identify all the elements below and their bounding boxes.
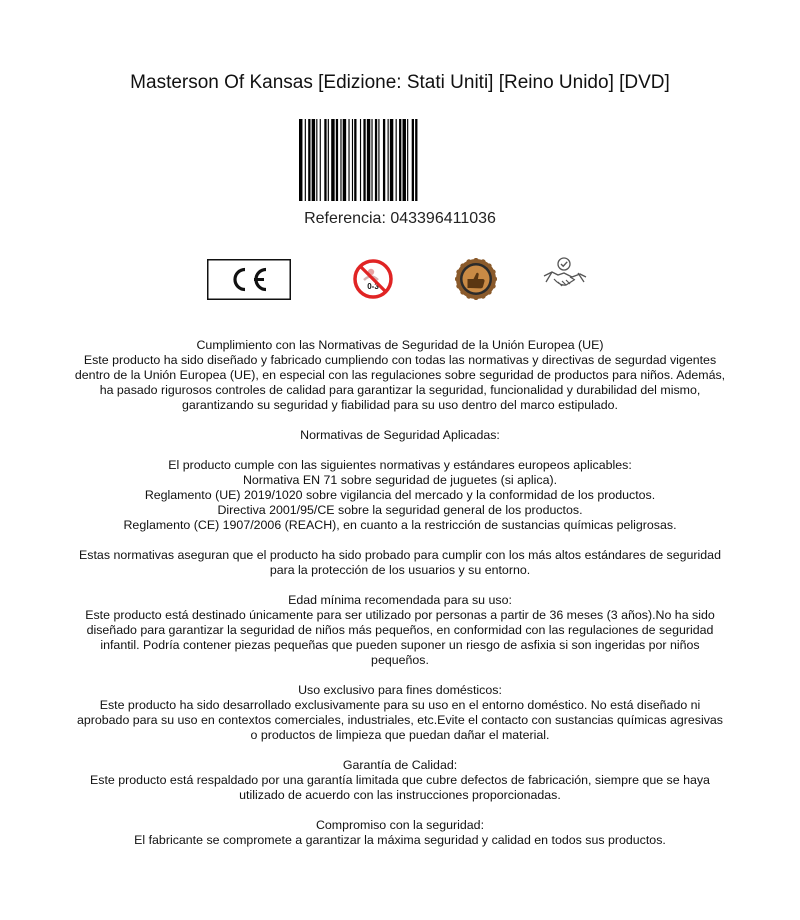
barcode-bar	[371, 119, 372, 201]
barcode-bar	[324, 119, 326, 201]
barcode-bar	[399, 119, 401, 201]
barcode-bar	[412, 119, 414, 201]
min-age-body: Este producto está destinado únicamente para ser utilizado por personas a partir de 36 meses (3 años).No ha sido diseñado para garantizar la seguridad de niños más pequeños, en conformidad con las regulaciones de seguridad infantil. Podría contener piezas pequeñas que pueden suponer un riesgo de asfixia si son ingeridas por niños pequeños.	[85, 608, 715, 667]
domestic-use-section	[72, 683, 728, 743]
barcode-bar	[352, 119, 353, 201]
barcode-bar	[388, 119, 389, 201]
barcode-bar	[403, 119, 406, 201]
standards-intro: El producto cumple con las siguientes normativas y estándares europeos aplicables:	[168, 458, 632, 472]
barcode-bar	[308, 119, 310, 201]
quality-guarantee-body: Este producto está respaldado por una garantía limitada que cubre defectos de fabricación, siempre que se haya utilizado de acuerdo con las instrucciones proporcionadas.	[90, 773, 710, 802]
quality-guarantee-heading: Garantía de Calidad:	[342, 758, 458, 772]
barcode-bar	[336, 119, 338, 201]
barcode	[298, 119, 502, 201]
commitment-heading: Compromiso con la seguridad:	[315, 818, 485, 832]
min-age-section	[72, 593, 728, 668]
barcode-bar	[348, 119, 349, 201]
product-title: Masterson Of Kansas [Edizione: Stati Uniti] [Reino Unido] [DVD]	[130, 72, 670, 93]
barcode-bar	[396, 119, 397, 201]
assurance-section	[72, 548, 728, 578]
ce-mark-icon	[207, 259, 291, 300]
age-restriction-0-3-icon	[352, 258, 394, 300]
barcode-bar	[312, 119, 315, 201]
domestic-use-heading: Uso exclusivo para fines domésticos:	[298, 683, 502, 697]
barcode-bar	[320, 119, 321, 201]
domestic-use-body: Este producto ha sido desarrollado exclusivamente para su uso en el entorno doméstico. No está diseñado ni aprobado para su uso en contextos comerciales, industriales, etc.Evite el contacto con sustancias químicas agresivas o productos de limpieza que puedan dañar el material.	[76, 698, 724, 742]
barcode-bar	[367, 119, 370, 201]
barcode-bar	[390, 119, 393, 201]
barcode-bar	[378, 119, 379, 201]
assurance-body: Estas normativas aseguran que el producto ha sido probado para cumplir con los más altos estándares de seguridad para la protección de los usuarios y su entorno.	[79, 548, 721, 577]
commitment-body: El fabricante se compromete a garantizar la máxima seguridad y calidad en todos sus productos.	[134, 833, 666, 847]
applied-standards-section	[72, 428, 728, 443]
quality-seal-icon	[455, 258, 497, 300]
standard-item: Reglamento (CE) 1907/2006 (REACH), en cuanto a la restricción de sustancias químicas peligrosas.	[123, 518, 677, 532]
barcode-bar	[340, 119, 341, 201]
barcode-bar	[363, 119, 365, 201]
handshake-check-icon	[540, 254, 590, 296]
barcode-bar	[316, 119, 317, 201]
standards-list-section	[72, 458, 728, 533]
min-age-heading: Edad mínima recomendada para su uso:	[288, 593, 512, 607]
barcode-bar	[343, 119, 346, 201]
safety-information	[72, 338, 728, 848]
reference-number: Referencia: 043396411036	[304, 210, 496, 227]
barcode-graphic	[298, 119, 502, 201]
barcode-bar	[354, 119, 356, 201]
standard-item: Directiva 2001/95/CE sobre la seguridad general de los productos.	[217, 503, 583, 517]
commitment-section	[72, 818, 728, 848]
eu-compliance-section	[72, 338, 728, 413]
standard-item: Reglamento (UE) 2019/1020 sobre vigilancia del mercado y la conformidad de los productos.	[144, 488, 656, 502]
applied-standards-heading: Normativas de Seguridad Aplicadas:	[300, 428, 500, 442]
standard-item: Normativa EN 71 sobre seguridad de juguetes (si aplica).	[242, 473, 558, 487]
age-label: 0-3	[367, 282, 379, 291]
barcode-bar	[305, 119, 306, 201]
eu-compliance-body: Este producto ha sido diseñado y fabricado cumpliendo con todas las normativas y directivas de segurdad vigentes dentro de la Unión Europea (UE), en especial con las regulaciones sobre seguridad de productos para niños. Además, ha pasado rigurosos controles de calidad para garantizar la seguridad, funcionalidad y durabilidad del mismo, garantizando su seguridad y fiabilidad para su uso dentro del marco estipulado.	[74, 353, 726, 412]
barcode-bar	[328, 119, 329, 201]
barcode-bar	[331, 119, 334, 201]
barcode-bar	[415, 119, 417, 201]
barcode-bar	[375, 119, 377, 201]
quality-guarantee-section	[72, 758, 728, 803]
barcode-bar	[299, 119, 302, 201]
barcode-bar	[360, 119, 361, 201]
eu-compliance-heading: Cumplimiento con las Normativas de Seguridad de la Unión Europea (UE)	[196, 338, 604, 352]
barcode-bar	[383, 119, 385, 201]
barcode-bar	[407, 119, 408, 201]
